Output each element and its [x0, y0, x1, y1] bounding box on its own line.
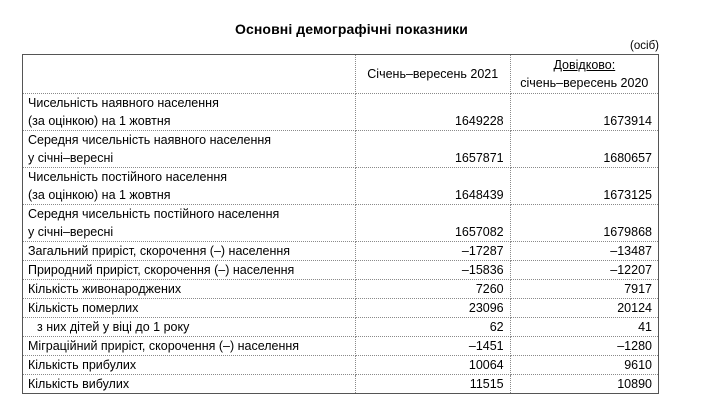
table-row: [23, 356, 659, 375]
table-row: [23, 168, 659, 205]
row-label: [23, 168, 356, 205]
value-2021: –17287: [355, 242, 510, 261]
row-label: [23, 205, 356, 242]
row-label-line: Чисельність постійного населення: [28, 170, 228, 184]
table-row: [23, 261, 659, 280]
value-2020: 1680657: [510, 131, 658, 168]
row-label-line: Чисельність наявного населення: [28, 96, 219, 110]
row-label: [23, 375, 356, 394]
value-2021: 1657871: [355, 131, 510, 168]
row-label-line: Загальний приріст, скорочення (–) населення: [28, 244, 291, 258]
row-label-line: Середня чисельність наявного населення: [28, 133, 272, 147]
value-2020: –12207: [510, 261, 658, 280]
value-2021: 7260: [355, 280, 510, 299]
row-label: [23, 356, 356, 375]
row-label-line: Кількість вибулих: [28, 377, 130, 391]
row-label-line: (за оцінкою) на 1 жовтня: [28, 188, 171, 202]
header-2020-period: січень–вересень 2020: [520, 76, 649, 90]
table-row: [23, 205, 659, 242]
row-label-line: Кількість живонароджених: [28, 282, 182, 296]
value-2021: 1657082: [355, 205, 510, 242]
table-row: [23, 94, 659, 131]
value-2020: 41: [510, 318, 658, 337]
value-2020: 1673125: [510, 168, 658, 205]
row-label-line: у січні–вересні: [28, 225, 114, 239]
row-label-line: Середня чисельність постійного населення: [28, 207, 280, 221]
value-2021: 1649228: [355, 94, 510, 131]
row-label: [23, 299, 356, 318]
table-row: [23, 375, 659, 394]
table-row: [23, 242, 659, 261]
header-2020: [510, 55, 658, 94]
row-label: [23, 280, 356, 299]
header-2021: Січень–вересень 2021: [355, 55, 510, 94]
row-label: [23, 318, 356, 337]
value-2021: –1451: [355, 337, 510, 356]
table-row: [23, 299, 659, 318]
value-2020: –1280: [510, 337, 658, 356]
row-label-line: Міграційний приріст, скорочення (–) населення: [28, 339, 300, 353]
value-2021: 62: [355, 318, 510, 337]
value-2020: –13487: [510, 242, 658, 261]
row-label: [23, 261, 356, 280]
row-label: [23, 337, 356, 356]
table-row: [23, 131, 659, 168]
row-label-line: Кількість померлих: [28, 301, 139, 315]
row-label-line: у січні–вересні: [28, 151, 114, 165]
row-label: [23, 242, 356, 261]
unit-label: (осіб): [630, 40, 659, 52]
value-2020: 1673914: [510, 94, 658, 131]
row-label-line: (за оцінкою) на 1 жовтня: [28, 114, 171, 128]
demographics-table: [22, 54, 659, 394]
table-header-row: [23, 55, 659, 94]
value-2021: –15836: [355, 261, 510, 280]
value-2021: 23096: [355, 299, 510, 318]
row-label: [23, 131, 356, 168]
header-reference-label: Довідково:: [553, 58, 616, 72]
value-2021: 1648439: [355, 168, 510, 205]
value-2021: 10064: [355, 356, 510, 375]
table-row: [23, 280, 659, 299]
table-row: [23, 337, 659, 356]
row-label-line: з них дітей у віці до 1 року: [37, 320, 190, 334]
table-title: Основні демографічні показники: [234, 21, 468, 37]
value-2020: 1679868: [510, 205, 658, 242]
value-2020: 20124: [510, 299, 658, 318]
row-label: [23, 94, 356, 131]
value-2021: 11515: [355, 375, 510, 394]
value-2020: 9610: [510, 356, 658, 375]
row-label-line: Природний приріст, скорочення (–) населення: [28, 263, 295, 277]
value-2020: 7917: [510, 280, 658, 299]
header-indicator: [23, 55, 356, 94]
table-row: [23, 318, 659, 337]
value-2020: 10890: [510, 375, 658, 394]
table-body: [23, 94, 659, 394]
row-label-line: Кількість прибулих: [28, 358, 137, 372]
